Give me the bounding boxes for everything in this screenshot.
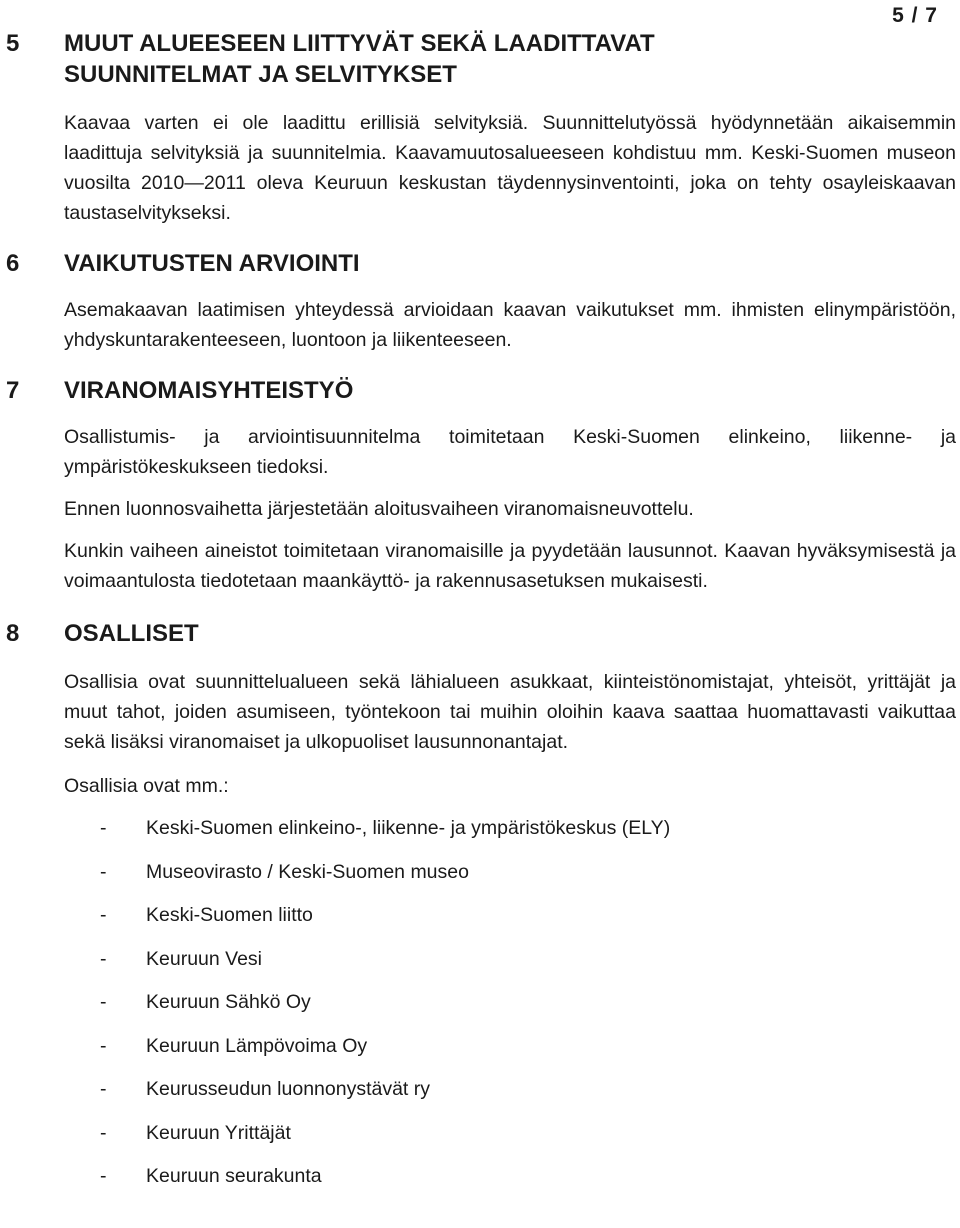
section-number: 7 [6, 377, 20, 404]
paragraph: Kunkin vaiheen aineistot toimitetaan viranomaisille ja pyydetään lausunnot. Kaavan hyväksymisestä ja voimaantulosta tiedotetaan maankäyttö- ja rakennusasetuksen mukaisesti. [64, 540, 956, 592]
list-item-text: Keski-Suomen liitto [146, 904, 313, 926]
list-marker: - [100, 1034, 107, 1057]
section-number: 6 [6, 250, 20, 277]
list-item-text: Keuruun Sähkö Oy [146, 991, 311, 1013]
list-marker: - [100, 1121, 107, 1144]
paragraph: Kaavaa varten ei ole laadittu erillisiä selvityksiä. Suunnittelutyössä hyödynnetään aikaisemmin laadittuja selvityksiä ja suunnitelmia. Kaavamuutosalueeseen kohdistuu mm. Keski-Suomen museon vuosilta 2010—2011 oleva Keuruun keskustan täydennysinventointi, joka on tehty osayleiskaavan taustaselvitykseksi. [64, 112, 956, 224]
paragraph: Asemakaavan laatimisen yhteydessä arvioidaan kaavan vaikutukset mm. ihmisten elinympäristöön, yhdyskuntarakenteeseen, luontoon ja liikenteeseen. [64, 299, 956, 351]
section-5 [6, 28, 956, 228]
document-body [6, 28, 956, 1205]
section-7 [6, 375, 956, 596]
list-marker: - [100, 991, 107, 1013]
list-item [64, 1161, 956, 1205]
section-title: VIRANOMAISYHTEISTYÖ [64, 377, 354, 404]
list-item-text: Keuruun Vesi [146, 947, 263, 970]
list-item [64, 1031, 956, 1075]
section-title: VAIKUTUSTEN ARVIOINTI [64, 250, 360, 277]
section-heading [6, 28, 956, 90]
section-heading [6, 618, 956, 649]
list-marker: - [100, 1165, 107, 1187]
paragraph: Ennen luonnosvaihetta järjestetään aloitusvaiheen viranomaisneuvottelu. [64, 498, 694, 520]
list-item [64, 1118, 956, 1162]
paragraph: Osallisia ovat mm.: [64, 775, 229, 797]
stakeholder-list [64, 813, 956, 1205]
page-number: 5 / 7 [892, 4, 938, 27]
list-item-text: Keuruun seurakunta [146, 1165, 322, 1187]
paragraph: Osallisia ovat suunnittelualueen sekä lähialueen asukkaat, kiinteistönomistajat, yhteisöt, yrittäjät ja muut tahot, joiden asumiseen, työntekoon tai muihin oloihin kaava saattaa huomattavasti vaikuttaa sekä lisäksi viranomaiset ja ulkopuoliset lausunnonantajat. [64, 671, 956, 753]
section-number: 8 [6, 620, 20, 647]
section-6 [6, 248, 956, 355]
list-item [64, 900, 956, 944]
list-item-text: Keurusseudun luonnonystävät ry [146, 1078, 431, 1100]
list-item [64, 1074, 956, 1118]
list-marker: - [100, 860, 107, 883]
section-8 [6, 618, 956, 1205]
list-item [64, 944, 956, 988]
section-heading [6, 248, 956, 279]
section-heading [6, 375, 956, 406]
list-item [64, 987, 956, 1031]
list-marker: - [100, 1078, 107, 1100]
list-item-text: Keuruun Yrittäjät [146, 1121, 291, 1144]
paragraph: Osallistumis- ja arviointisuunnitelma toimitetaan Keski-Suomen elinkeino, liikenne- ja ympäristökeskukseen tiedoksi. [64, 426, 956, 478]
list-marker: - [100, 817, 107, 839]
list-marker: - [100, 947, 107, 970]
list-item-text: Museovirasto / Keski-Suomen museo [146, 860, 469, 883]
list-item [64, 857, 956, 901]
list-item-text: Keski-Suomen elinkeino-, liikenne- ja ympäristökeskus (ELY) [146, 817, 671, 839]
list-item [64, 813, 956, 857]
list-item-text: Keuruun Lämpövoima Oy [146, 1034, 368, 1057]
section-number: 5 [6, 30, 20, 57]
section-title: OSALLISET [64, 620, 199, 647]
list-marker: - [100, 904, 107, 926]
section-title: MUUT ALUEESEEN LIITTYVÄT SEKÄ LAADITTAVAT SUUNNITELMAT JA SELVITYKSET [64, 30, 655, 88]
